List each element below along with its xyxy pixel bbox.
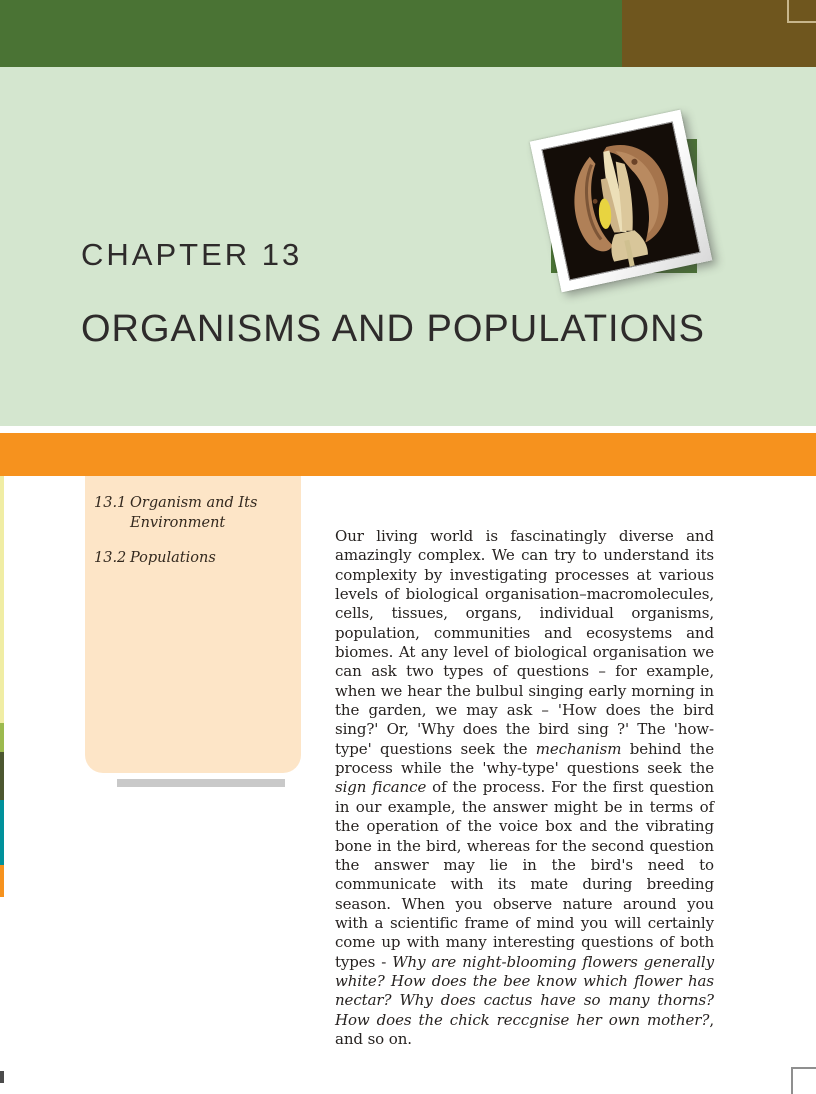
crop-mark-top-right-vertical: [787, 0, 789, 23]
edge-strip-teal: [0, 800, 4, 865]
toc-item-label: Populations: [130, 550, 216, 566]
chapter-title: ORGANISMS AND POPULATIONS: [81, 308, 705, 350]
edge-strip-dark-olive: [0, 752, 4, 800]
toc-item-number: 13.1: [94, 495, 127, 511]
crop-mark-bottom-left: [0, 1071, 4, 1083]
edge-strip-yellow-green: [0, 723, 4, 752]
intro-paragraph: Our living world is fascinatingly diverse and amazingly complex. We can try to understand its complexity by investigating processes at various levels of biological organisation–macromolecules, cells, tissues, organs, individual organisms, population, communities and ecosystems and biomes. At any level of biological organisation we can ask two types of questions – for example, when we hear the bulbul singing early morning in the garden, we may ask – 'How does the bird sing?' Or, 'Why does the bird sing ?' The 'how-type' questions seek the mechanism behind the process while the 'why-type' questions seek the sign ficance of the process. For the first question in our example, the answer might be in terms of the operation of the voice box and the vibrating bone in the bird, whereas for the second question the answer may lie in the bird's need to communicate with its mate during breeding season. When you observe nature around you with a scientific frame of mind you will certainly come up with many interesting questions of both types - Why are night-blooming flowers generally white? How does the bee know which flower has nectar? Why does cactus have so many thorns? How does the chick reccgnise her own mother?, and so on.: [335, 527, 715, 1048]
crop-mark-top-right-horizontal: [787, 21, 816, 23]
toc-item-number: 13.2: [94, 550, 127, 566]
flower-photo-frame: [530, 110, 713, 293]
orange-divider-band: [0, 433, 816, 476]
table-of-contents-panel: [85, 476, 301, 773]
edge-strip-orange: [0, 865, 4, 897]
toc-item-label: Organism and Its Environment: [130, 495, 258, 531]
chapter-number-label: CHAPTER 13: [81, 237, 303, 272]
edge-strip-pale-yellow: [0, 476, 4, 723]
top-band-green: [0, 0, 622, 67]
flower-bud-cross-section-photo: [542, 122, 701, 281]
toc-item-13-2: [94, 548, 289, 568]
toc-item-13-1: [94, 493, 289, 533]
crop-mark-bottom-right-horizontal: [792, 1067, 816, 1069]
crop-mark-bottom-right-vertical: [791, 1067, 793, 1094]
flower-photo-illustration: [543, 123, 700, 280]
toc-panel-shadow: [117, 779, 285, 787]
